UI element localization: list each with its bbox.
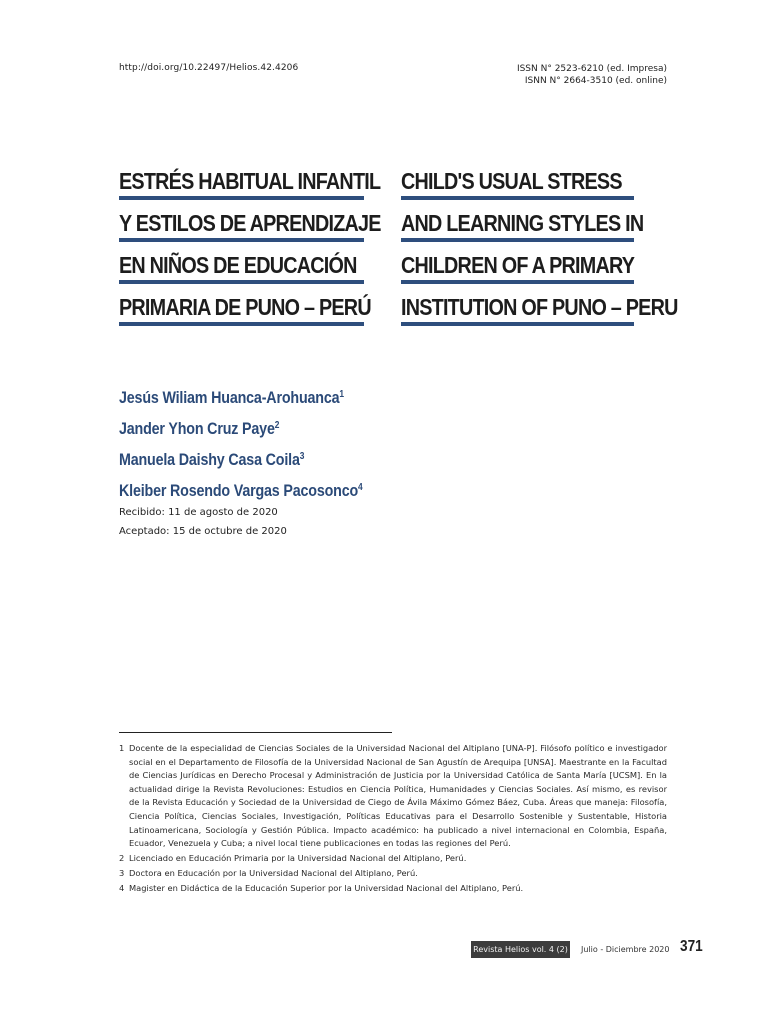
footnote-marker[interactable]: 2 — [274, 420, 280, 431]
author-list — [119, 382, 409, 506]
footnote-number: 4 — [119, 883, 125, 894]
issn-print: ISSN N° 2523-6210 (ed. Impresa) — [516, 64, 667, 74]
page-number: 371 — [680, 938, 703, 955]
author-name: Manuela Daishy Casa Coila$^3$ — [119, 450, 305, 469]
footnote-text: Docente de la especialidad de Ciencias Sociales de la Universidad Nacional del Altiplano [UNA-P]. Filósofo político e investigador social en el Departamento de Filosofía de la Universidad Nacional de San Agustín de Arequipa [UNSA]. Maestrante en la Facultad de Ciencias Jurídicas en Derecho Procesal y Administración de Justicia por la Universidad Católica de Santa María [UCSM]. En la actualidad dirige la Revista Revoluciones: Estudios en Ciencia Política, Humanidades y Ciencias Sociales. Así mismo, es revisor de la Revista Educación y Sociedad de la Universidad de Ciego de Ávila Máximo Gómez Báez, Cuba. Áreas que maneja: Filosofía, Ciencia Política, Ciencias Sociales, Investigación, Políticas Educativas para el Desarrollo Sostenible y Sustentable, Historia Latinoamericana, Sociología y Gestión Pública. Impacto académico: ha publicado a nivel internacional en Colombia, España, Ecuador, Venezuela y Cuba; a nivel local tiene publicaciones en todas las regiones del Perú. — [129, 743, 667, 849]
footnote-number: 2 — [119, 853, 125, 864]
title-es-line: Y ESTILOS DE APRENDIZAJE — [119, 210, 381, 236]
title-underline — [119, 196, 364, 200]
footnote — [119, 852, 667, 866]
title-underline — [401, 238, 634, 242]
title-underline — [119, 238, 364, 242]
title-english — [401, 166, 678, 334]
author-name: Jesús Wiliam Huanca-Arohuanca$^1$ — [119, 388, 344, 407]
issn-block — [517, 63, 667, 87]
title-underline — [401, 322, 634, 326]
title-spanish — [119, 166, 381, 334]
author-name: Jander Yhon Cruz Paye$^2$ — [119, 419, 280, 438]
footnote-text: Licenciado en Educación Primaria por la Universidad Nacional del Altiplano, Perú. — [129, 853, 467, 864]
issn-online: ISNN N° 2664-3510 (ed. online) — [524, 76, 667, 86]
footnote — [119, 867, 667, 881]
footnotes — [119, 742, 667, 898]
submission-dates — [119, 503, 287, 541]
author-name: Kleiber Rosendo Vargas Pacosonco$^4$ — [119, 481, 363, 500]
title-en-line: CHILDREN OF A PRIMARY — [401, 252, 635, 278]
title-en-line: CHILD'S USUAL STRESS — [401, 168, 622, 194]
footnote-divider — [119, 732, 392, 733]
publication-period: Julio - Diciembre 2020 — [581, 945, 670, 954]
journal-badge: Revista Helios vol. 4 (2) — [471, 941, 570, 958]
title-es-line: PRIMARIA DE PUNO – PERÚ — [119, 294, 371, 320]
footnote-text: Doctora en Educación por la Universidad Nacional del Altiplano, Perú. — [129, 868, 418, 879]
footnote-number: 3 — [119, 868, 125, 879]
accepted-date: Aceptado: 15 de octubre de 2020 — [119, 526, 287, 537]
footnote-number: 1 — [119, 743, 125, 753]
footnote — [119, 742, 667, 851]
title-es-line: ESTRÉS HABITUAL INFANTIL — [119, 168, 381, 194]
received-date: Recibido: 11 de agosto de 2020 — [119, 507, 278, 518]
doi-link[interactable]: http://doi.org/10.22497/Helios.42.4206 — [119, 63, 299, 73]
title-underline — [401, 280, 634, 284]
title-underline — [119, 322, 364, 326]
title-underline — [119, 280, 364, 284]
title-underline — [401, 196, 634, 200]
title-es-line: EN NIÑOS DE EDUCACIÓN — [119, 252, 357, 278]
footnote-marker[interactable]: 4 — [358, 482, 363, 493]
footnote-marker[interactable]: 1 — [339, 389, 344, 400]
footnote-text: Magister en Didáctica de la Educación Superior por la Universidad Nacional del Altiplano, Perú. — [129, 883, 524, 894]
footnote — [119, 882, 667, 896]
title-en-line: INSTITUTION OF PUNO – PERU — [401, 294, 678, 320]
footnote-marker[interactable]: 3 — [299, 451, 305, 462]
title-en-line: AND LEARNING STYLES IN — [401, 210, 644, 236]
